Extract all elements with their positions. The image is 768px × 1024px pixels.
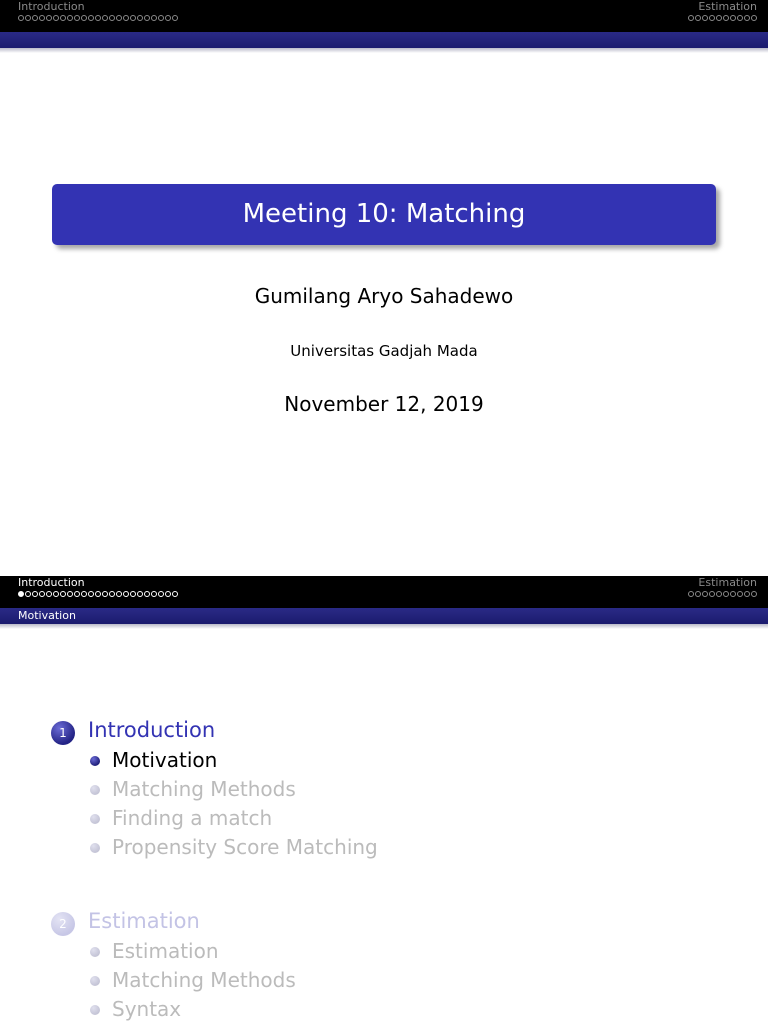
bullet-icon — [90, 785, 100, 795]
subsection-title[interactable]: Motivation — [18, 609, 76, 622]
nav-section-estimation[interactable]: Estimation — [698, 576, 757, 589]
nav-dot[interactable] — [695, 15, 701, 21]
section-number-badge: 1 — [51, 721, 75, 745]
toc-item-propensity-score-matching[interactable]: Propensity Score Matching — [112, 835, 378, 859]
nav-section-introduction[interactable]: Introduction — [18, 0, 85, 13]
nav-dot[interactable] — [116, 15, 122, 21]
nav-dot[interactable] — [88, 15, 94, 21]
nav-dot[interactable] — [751, 15, 757, 21]
outline-slide — [0, 576, 768, 1024]
nav-dot[interactable] — [702, 15, 708, 21]
title-box — [52, 184, 716, 245]
bullet-icon — [90, 947, 100, 957]
toc-section-estimation[interactable]: Estimation — [88, 909, 200, 933]
date: November 12, 2019 — [284, 392, 484, 416]
nav-dot[interactable] — [158, 15, 164, 21]
nav-dot[interactable] — [716, 15, 722, 21]
navigation-bar — [0, 0, 768, 32]
nav-dot[interactable] — [723, 15, 729, 21]
nav-section-estimation[interactable]: Estimation — [698, 0, 757, 13]
bullet-icon — [90, 814, 100, 824]
nav-dot[interactable] — [151, 15, 157, 21]
nav-section-introduction[interactable]: Introduction — [18, 576, 85, 589]
nav-dot[interactable] — [137, 15, 143, 21]
header-shadow — [0, 48, 768, 53]
nav-dot[interactable] — [165, 15, 171, 21]
toc-item-matching-methods-2[interactable]: Matching Methods — [112, 968, 296, 992]
nav-dot[interactable] — [81, 15, 87, 21]
nav-dot[interactable] — [39, 15, 45, 21]
nav-dot[interactable] — [74, 15, 80, 21]
nav-dot[interactable] — [144, 15, 150, 21]
nav-dot[interactable] — [744, 15, 750, 21]
nav-dot[interactable] — [730, 15, 736, 21]
bullet-icon — [90, 1005, 100, 1015]
institute: Universitas Gadjah Mada — [290, 342, 478, 360]
nav-dot[interactable] — [109, 15, 115, 21]
nav-dot[interactable] — [123, 15, 129, 21]
nav-dots-estimation — [688, 15, 757, 21]
author: Gumilang Aryo Sahadewo — [254, 284, 514, 308]
nav-dot[interactable] — [25, 15, 31, 21]
toc-item-estimation[interactable]: Estimation — [112, 939, 219, 963]
subsection-bar — [0, 32, 768, 48]
toc-item-finding-a-match[interactable]: Finding a match — [112, 806, 273, 830]
nav-dot[interactable] — [46, 15, 52, 21]
nav-dots-introduction — [18, 15, 178, 21]
toc-section-introduction[interactable]: Introduction — [88, 718, 216, 742]
nav-dot[interactable] — [67, 15, 73, 21]
presentation-title: Meeting 10: Matching — [242, 199, 526, 229]
toc-item-syntax[interactable]: Syntax — [112, 997, 182, 1021]
nav-dot[interactable] — [102, 15, 108, 21]
toc-item-matching-methods[interactable]: Matching Methods — [112, 777, 296, 801]
bullet-icon — [90, 843, 100, 853]
nav-dot[interactable] — [130, 15, 136, 21]
nav-dot[interactable] — [32, 15, 38, 21]
nav-dot[interactable] — [60, 15, 66, 21]
nav-dot[interactable] — [709, 15, 715, 21]
nav-dot[interactable] — [95, 15, 101, 21]
table-of-contents — [0, 576, 768, 1024]
nav-dot[interactable] — [53, 15, 59, 21]
bullet-icon — [90, 976, 100, 986]
nav-dot[interactable] — [688, 15, 694, 21]
toc-item-motivation[interactable]: Motivation — [112, 748, 218, 772]
bullet-icon — [90, 756, 100, 766]
nav-dot[interactable] — [172, 15, 178, 21]
nav-dot[interactable] — [18, 15, 24, 21]
nav-dot[interactable] — [737, 15, 743, 21]
section-number-badge: 2 — [51, 912, 75, 936]
